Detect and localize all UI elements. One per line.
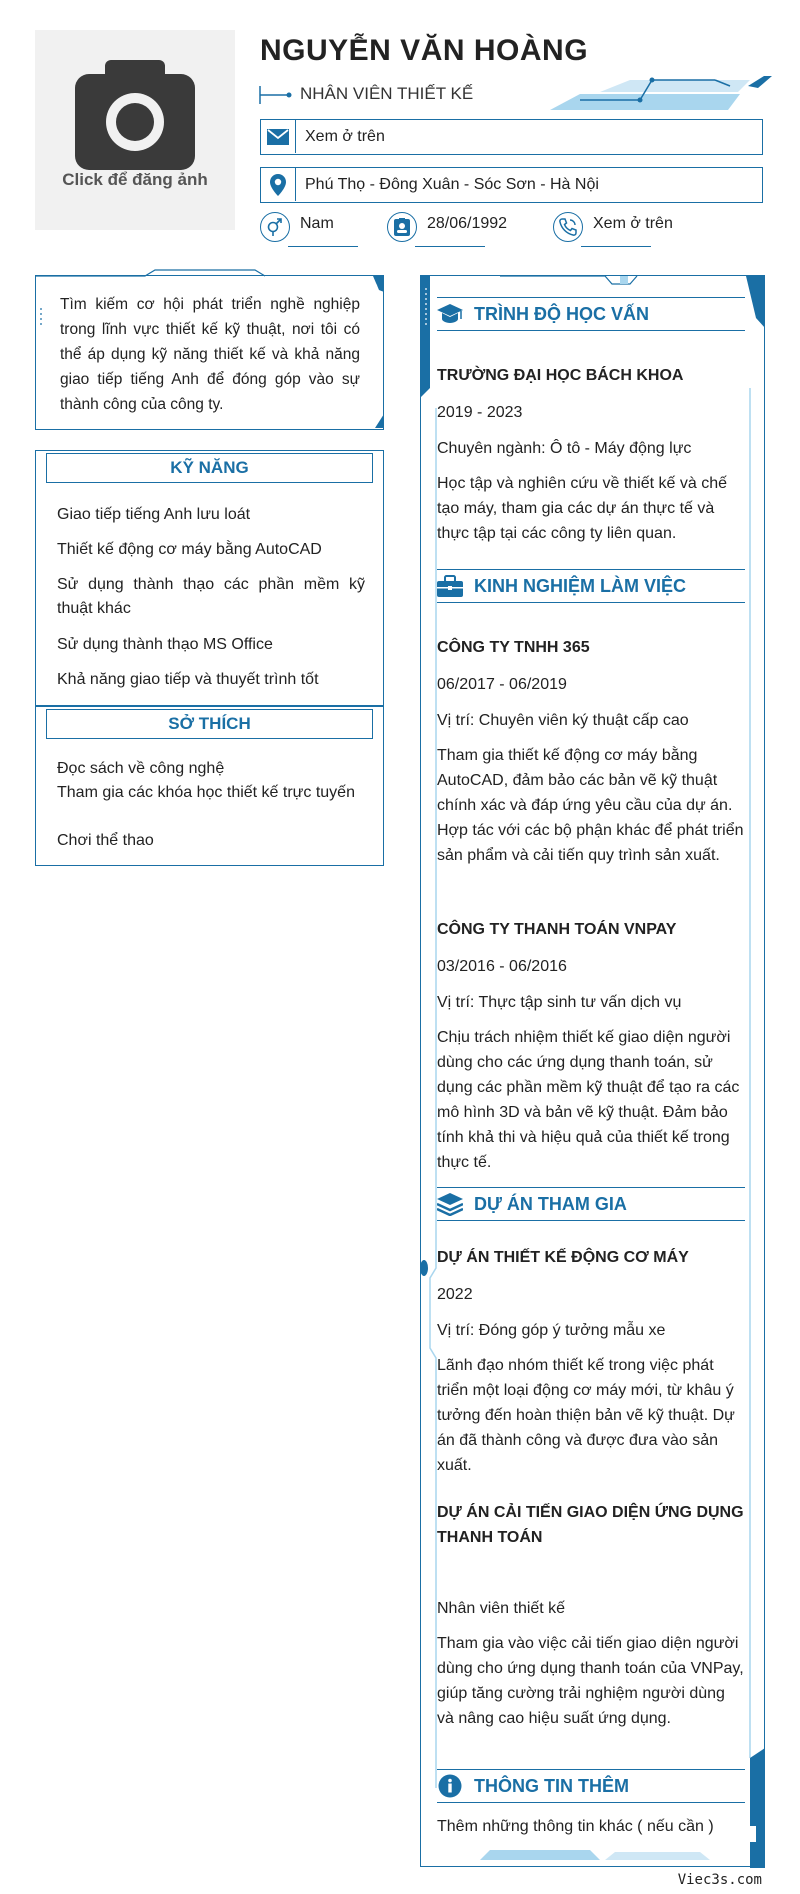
education-description: Học tập và nghiên cứu về thiết kế và chế tạo máy, tham gia các dự án thực tế và thực tập tại các công ty liên quan. xyxy=(437,475,727,542)
skill-item: Giao tiếp tiếng Anh lưu loát xyxy=(57,506,251,523)
candidate-name: NGUYỄN VĂN HOÀNG xyxy=(260,34,589,67)
skill-item: Sử dụng thành thạo các phần mềm kỹ thuật khác xyxy=(57,576,365,617)
birthday-value: 28/06/1992 xyxy=(427,215,508,232)
address-field[interactable] xyxy=(260,167,763,203)
summary-text: Tìm kiếm cơ hội phát triển nghề nghiệp trong lĩnh vực thiết kế kỹ thuật, nơi tôi có thể áp dụng kỹ năng thiết kế và khả năng giao tiếp tiếng Anh để đóng góp vào sự thành công của công ty. xyxy=(60,296,360,413)
hobby-item: Đọc sách về công nghệ xyxy=(57,760,225,777)
job-description: Chịu trách nhiệm thiết kế giao diện người dùng cho các ứng dụng thanh toán, sử dụng các phần mềm kỹ thuật để tạo ra các mô hình 3D và bản vẽ kỹ thuật. Đảm bảo tính khả thi và hiệu quả của thiết kế trong thực tế. xyxy=(437,1029,740,1171)
briefcase-icon xyxy=(437,574,463,598)
project-position: Nhân viên thiết kế xyxy=(437,1600,566,1617)
extra-info-text: Thêm những thông tin khác ( nếu cần ) xyxy=(437,1818,714,1835)
education-major: Chuyên ngành: Ô tô - Máy động lực xyxy=(437,440,692,457)
envelope-icon xyxy=(261,120,296,153)
gender-underline xyxy=(288,246,358,247)
job-period: 03/2016 - 06/2016 xyxy=(437,958,567,975)
project-name: DỰ ÁN THIẾT KẾ ĐỘNG CƠ MÁY xyxy=(437,1249,689,1266)
camera-icon xyxy=(75,60,195,170)
hobby-item: Tham gia các khóa học thiết kế trực tuyến xyxy=(57,784,355,801)
job-period: 06/2017 - 06/2019 xyxy=(437,676,567,693)
gender-icon xyxy=(260,212,290,242)
education-period: 2019 - 2023 xyxy=(437,404,523,421)
phone-icon xyxy=(553,212,583,242)
extra-info-title: THÔNG TIN THÊM xyxy=(474,1776,629,1796)
hobby-item: Chơi thể thao xyxy=(57,832,154,849)
email-value: Xem ở trên xyxy=(305,128,385,145)
project-position: Vị trí: Đóng góp ý tưởng mẫu xe xyxy=(437,1322,666,1339)
project-description: Lãnh đạo nhóm thiết kế trong việc phát triển một loại động cơ máy mới, từ khâu ý tưởng đến hoàn thiện bản vẽ kỹ thuật. Dự án đã thành công và được đưa vào sản xuất. xyxy=(437,1357,735,1474)
company-name: CÔNG TY THANH TOÁN VNPAY xyxy=(437,921,677,938)
job-description: Tham gia thiết kế động cơ máy bằng AutoCAD, đảm bảo các bản vẽ kỹ thuật chính xác và đáp ứng yêu cầu của dự án. Hợp tác với các bộ phận khác để phát triển sản phẩm và cải tiến quy trình sản xuất. xyxy=(437,747,744,864)
phone-value: Xem ở trên xyxy=(593,215,673,232)
birthday-info[interactable] xyxy=(387,210,527,254)
info-icon xyxy=(437,1774,463,1798)
experience-title: KINH NGHIỆM LÀM VIỆC xyxy=(474,576,687,596)
title-line-decoration xyxy=(258,84,294,106)
project-name: DỰ ÁN CẢI TIẾN GIAO DIỆN ỨNG DỤNG THANH TOÁN xyxy=(437,1504,744,1546)
extra-info-heading xyxy=(437,1769,745,1803)
skills-section xyxy=(35,450,384,706)
gender-info[interactable] xyxy=(260,210,370,254)
hobbies-heading: SỞ THÍCH xyxy=(46,709,373,739)
company-name: CÔNG TY TNHH 365 xyxy=(437,639,590,656)
job-position: Vị trí: Chuyên viên ký thuật cấp cao xyxy=(437,712,689,729)
address-value: Phú Thọ - Đông Xuân - Sóc Sơn - Hà Nội xyxy=(305,176,599,193)
photo-caption: Click để đăng ảnh xyxy=(62,170,208,189)
school-name: TRƯỜNG ĐẠI HỌC BÁCH KHOA xyxy=(437,367,684,384)
email-field[interactable] xyxy=(260,119,763,155)
gender-value: Nam xyxy=(300,215,334,232)
education-title: TRÌNH ĐỘ HỌC VẤN xyxy=(474,304,649,324)
skill-item: Khả năng giao tiếp và thuyết trình tốt xyxy=(57,671,319,688)
avatar-upload[interactable] xyxy=(35,30,235,230)
hobbies-section xyxy=(35,706,384,866)
experience-heading xyxy=(437,569,745,603)
project-period: 2022 xyxy=(437,1286,473,1303)
project-description: Tham gia vào việc cải tiến giao diện người dùng cho ứng dụng thanh toán của VNPay, giúp tăng cường trải nghiệm người dùng và nâng cao hiệu suất ứng dụng. xyxy=(437,1635,744,1727)
skill-item: Sử dụng thành thạo MS Office xyxy=(57,636,273,653)
job-title: NHÂN VIÊN THIẾT KẾ xyxy=(300,84,474,103)
header-circuit-decoration xyxy=(540,74,772,114)
skill-item: Thiết kế động cơ máy bằng AutoCAD xyxy=(57,541,322,558)
projects-title: DỰ ÁN THAM GIA xyxy=(474,1194,627,1214)
summary-frame-decoration xyxy=(35,268,384,430)
footer-watermark: Viec3s.com xyxy=(677,1872,762,1888)
education-heading xyxy=(437,297,745,331)
job-position: Vị trí: Thực tập sinh tư vấn dịch vụ xyxy=(437,994,682,1011)
location-pin-icon xyxy=(261,168,296,201)
graduation-cap-icon xyxy=(437,302,463,326)
phone-info[interactable] xyxy=(553,210,713,254)
projects-heading xyxy=(437,1187,745,1221)
phone-underline xyxy=(581,246,651,247)
id-card-icon xyxy=(387,212,417,242)
layers-icon xyxy=(437,1192,463,1216)
skills-heading: KỸ NĂNG xyxy=(46,453,373,483)
birthday-underline xyxy=(415,246,485,247)
